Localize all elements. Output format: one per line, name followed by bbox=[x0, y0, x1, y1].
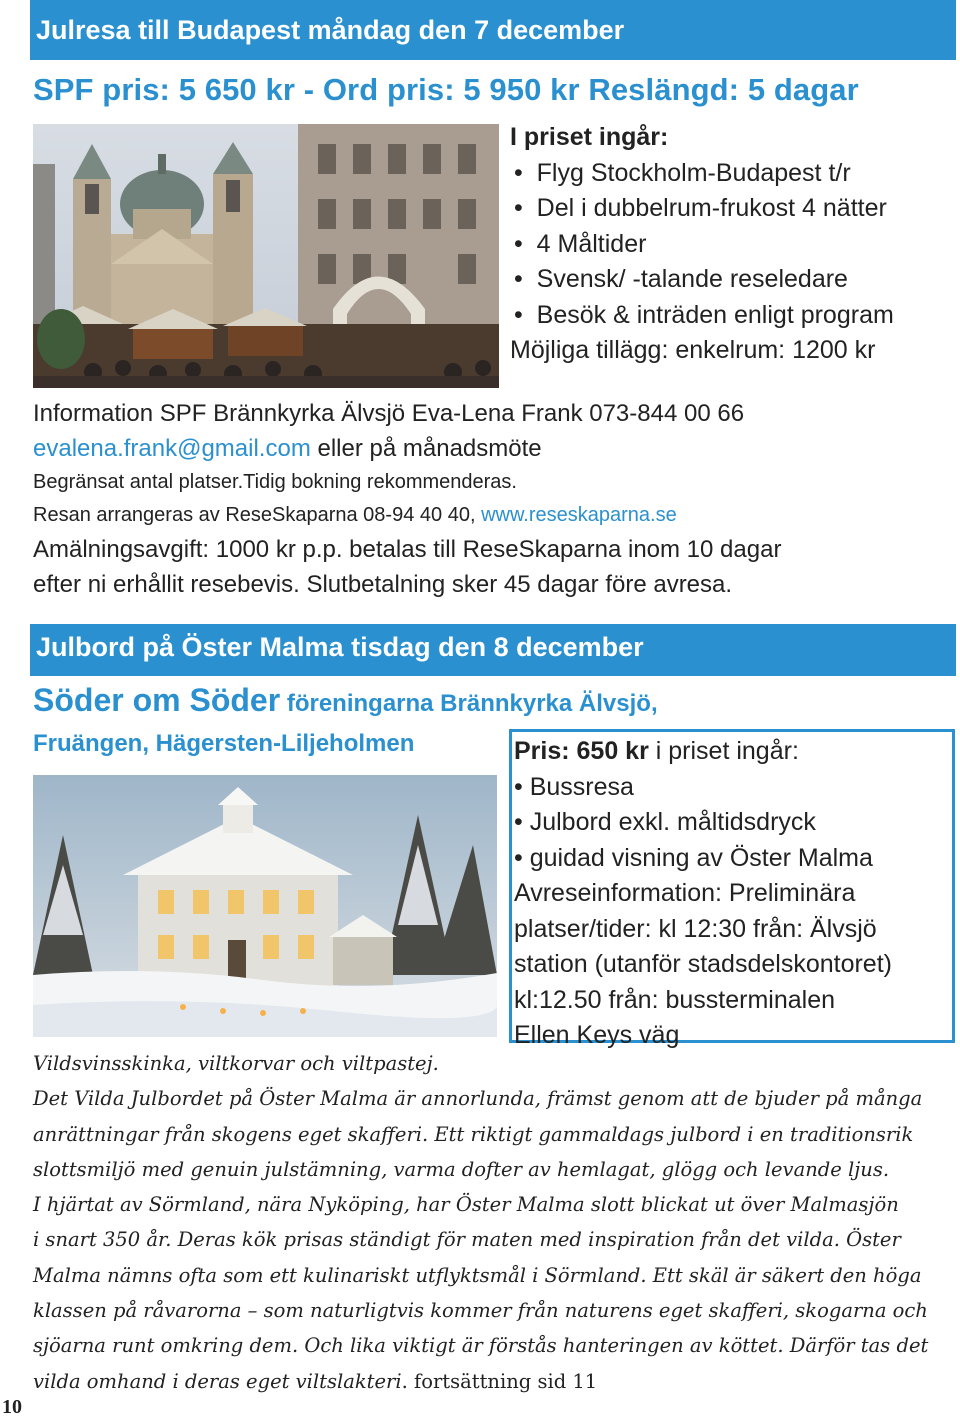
options-line: Möjliga tillägg: enkelrum: 1200 kr bbox=[510, 336, 876, 364]
departure-line: Avreseinformation: Preliminära bbox=[514, 879, 856, 907]
departure-line: Ellen Keys väg bbox=[514, 1021, 680, 1049]
included-heading: I priset ingår: bbox=[510, 123, 669, 151]
trip1-banner bbox=[30, 0, 956, 60]
organizer-heading: Söder om Söder föreningarna Brännkyrka Älvsjö, bbox=[33, 682, 658, 718]
list-item: • Besök & inträden enligt program bbox=[514, 300, 894, 329]
organizer-heading-2: Fruängen, Hägersten-Liljeholmen bbox=[33, 730, 415, 757]
story-line: I hjärtat av Sörmland, nära Nyköping, har Öster Malma slott blickat ut över Malmasjön bbox=[33, 1193, 899, 1217]
departure-line: kl:12.50 från: bussterminalen bbox=[514, 985, 836, 1014]
list-item: • Julbord exkl. måltidsdryck bbox=[514, 808, 816, 836]
budapest-basilica-photo bbox=[33, 124, 499, 388]
story-line: anrättningar från skogens eget skafferi. Ett riktigt gammaldags julbord i en traditionsrik bbox=[33, 1122, 914, 1146]
trip2-banner bbox=[30, 624, 956, 676]
trip2-title: Julbord på Öster Malma tisdag den 8 december bbox=[36, 632, 644, 662]
story-line: Malma nämns ofta som ett kulinariskt utflyktsmål i Sörmland. Ett skäl är säkert den höga bbox=[33, 1263, 922, 1287]
limited-note: Begränsat antal platser.Tidig bokning rekommenderas. bbox=[33, 471, 517, 493]
story-line-last: vilda omhand i deras eget viltslakteri. fortsättning sid 11 bbox=[33, 1369, 598, 1393]
story-line: i snart 350 år. Deras kök prisas ständigt för maten med inspiration från det vilda. Öster bbox=[33, 1228, 901, 1252]
price-line: Pris: 650 kr i priset ingår: bbox=[514, 737, 799, 765]
story-line: sjöarna runt omkring dem. Och lika viktigt är förstås hanteringen av köttet. Därför tas det bbox=[33, 1334, 929, 1358]
page-number: 10 bbox=[2, 1396, 22, 1418]
list-item: • Svensk/ -talande reseledare bbox=[514, 265, 848, 293]
trip1-info bbox=[33, 396, 781, 602]
story-line: Vildsvinsskinka, viltkorvar och viltpastej. bbox=[33, 1052, 439, 1075]
website-link[interactable]: www.reseskaparna.se bbox=[481, 504, 677, 526]
email-line: evalena.frank@gmail.com eller på månadsmöte bbox=[33, 435, 542, 462]
departure-line: station (utanför stadsdelskontoret) bbox=[514, 950, 892, 978]
arranger-line: Resan arrangeras av ReseSkaparna 08-94 40 40, www.reseskaparna.se bbox=[33, 504, 677, 526]
trip2-price-box bbox=[509, 729, 955, 1049]
trip1-included-list bbox=[510, 120, 894, 369]
story-line: klassen på råvarorna – som naturligtvis kommer från naturens eget skafferi, skogarna och bbox=[33, 1299, 928, 1323]
list-item: • guidad visning av Öster Malma bbox=[514, 843, 873, 872]
trip2-story bbox=[33, 1046, 943, 1399]
story-line: Det Vilda Julbordet på Öster Malma är annorlunda, främst genom att de bjuder på många bbox=[33, 1087, 923, 1111]
email-link[interactable]: evalena.frank@gmail.com bbox=[33, 435, 311, 462]
list-item: • 4 Måltider bbox=[514, 229, 647, 258]
list-item: • Bussresa bbox=[514, 772, 634, 801]
story-line: slottsmiljö med genuin julstämning, varma dofter av hemlagat, glögg och levande ljus. bbox=[33, 1157, 890, 1181]
fee-line-2: efter ni erhållit resebevis. Slutbetalning sker 45 dagar före avresa. bbox=[33, 571, 733, 598]
contact-line: Information SPF Brännkyrka Älvsjö Eva-Lena Frank 073-844 00 66 bbox=[33, 400, 745, 427]
fee-line-1: Amälningsavgift: 1000 kr p.p. betalas till ReseSkaparna inom 10 dagar bbox=[33, 536, 782, 563]
trip1-price-line: SPF pris: 5 650 kr - Ord pris: 5 950 kr Reslängd: 5 dagar bbox=[33, 72, 859, 107]
departure-line: platser/tider: kl 12:30 från: Älvsjö bbox=[514, 914, 877, 943]
oster-malma-photo bbox=[33, 775, 497, 1037]
trip1-title: Julresa till Budapest måndag den 7 december bbox=[36, 15, 625, 45]
list-item: • Flyg Stockholm-Budapest t/r bbox=[514, 158, 851, 187]
continue-note: . fortsättning sid 11 bbox=[401, 1369, 598, 1393]
list-item: • Del i dubbelrum-frukost 4 nätter bbox=[514, 194, 887, 222]
